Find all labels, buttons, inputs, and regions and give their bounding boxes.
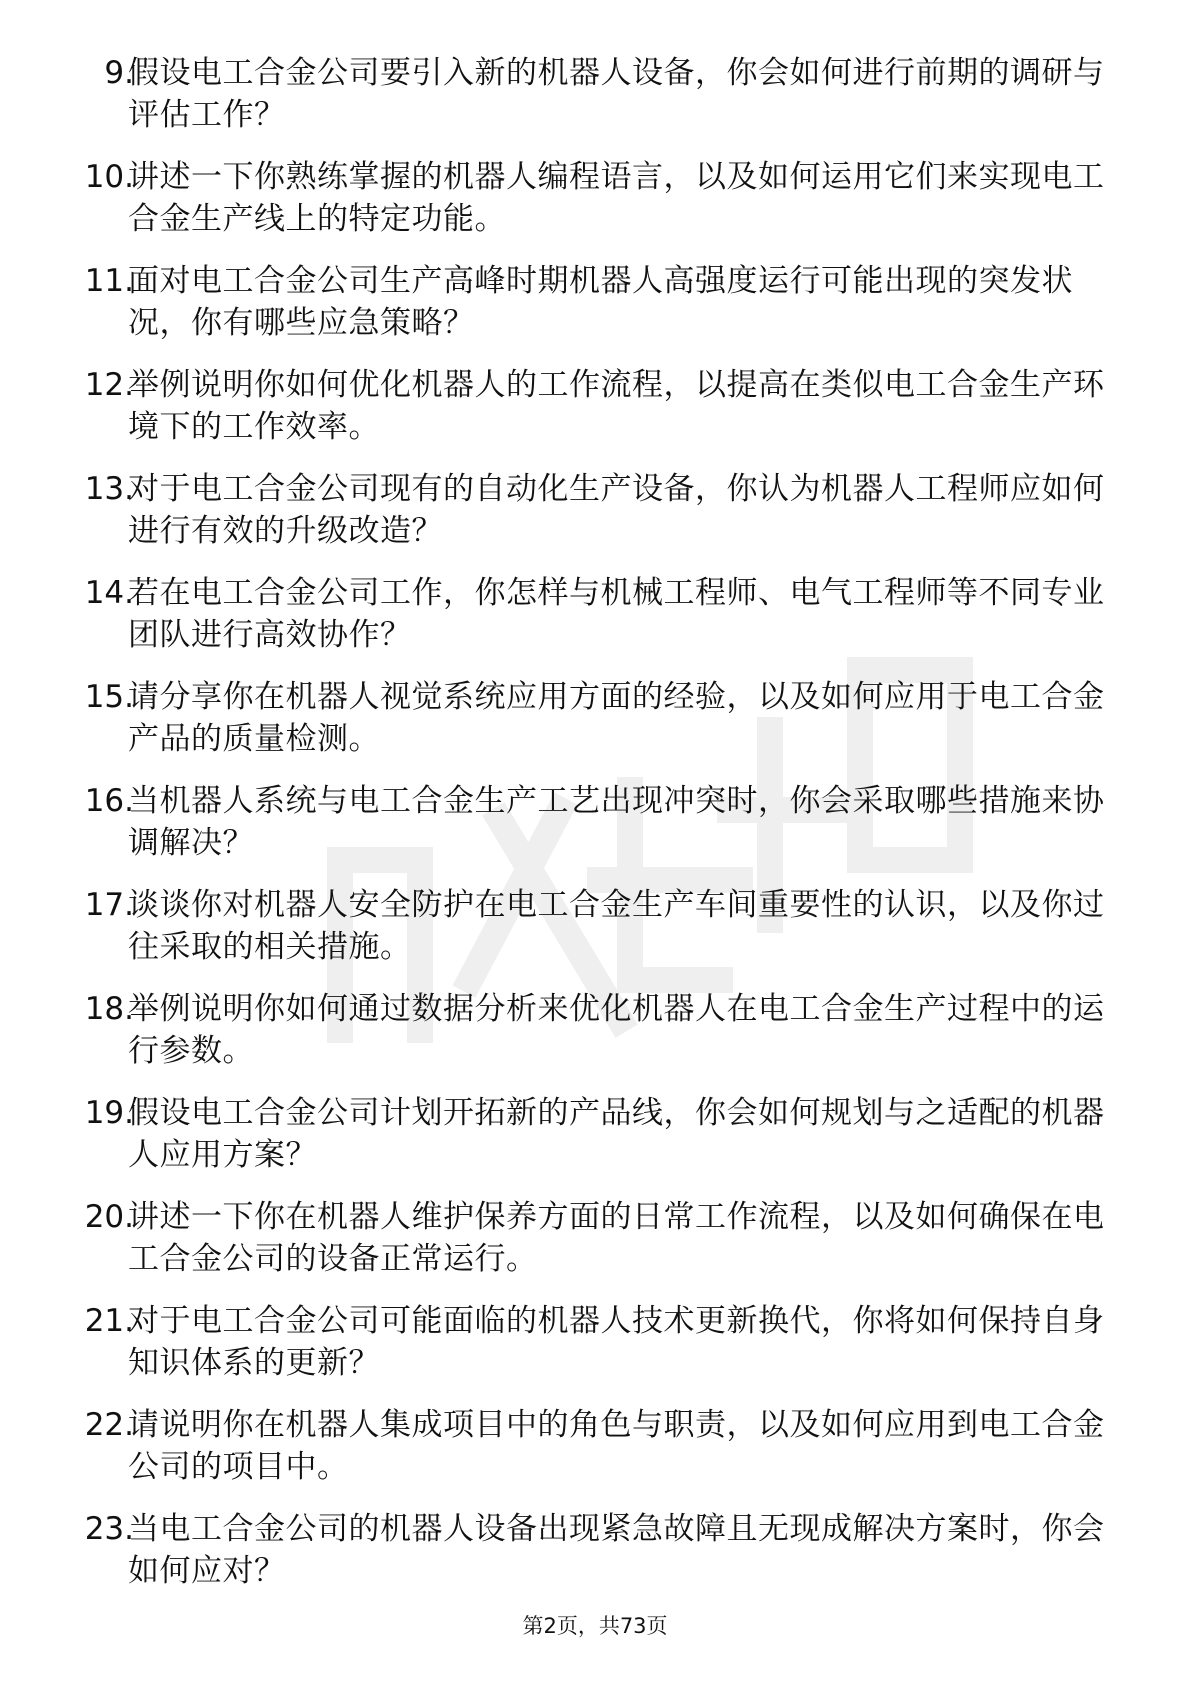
question-text: 对于电工合金公司可能面临的机器人技术更新换代，你将如何保持自身知识体系的更新？ (128, 1303, 1105, 1381)
question-item (0, 676, 1190, 780)
question-item (0, 1508, 1190, 1612)
question-number: 13. (84, 471, 134, 507)
question-item (0, 572, 1190, 676)
question-item (0, 468, 1190, 572)
question-text: 若在电工合金公司工作，你怎样与机械工程师、电气工程师等不同专业团队进行高效协作？ (128, 575, 1105, 653)
question-text: 讲述一下你熟练掌握的机器人编程语言，以及如何运用它们来实现电工合金生产线上的特定功能。 (128, 159, 1105, 237)
question-item (0, 52, 1190, 156)
question-item (0, 988, 1190, 1092)
question-number: 17. (84, 887, 134, 923)
question-item (0, 1092, 1190, 1196)
question-item (0, 884, 1190, 988)
question-text: 面对电工合金公司生产高峰时期机器人高强度运行可能出现的突发状况，你有哪些应急策略？ (128, 263, 1073, 341)
question-item (0, 1196, 1190, 1300)
question-number: 14. (84, 575, 134, 611)
question-number: 19. (84, 1095, 134, 1131)
question-number: 23. (84, 1511, 134, 1547)
question-text: 谈谈你对机器人安全防护在电工合金生产车间重要性的认识，以及你过往采取的相关措施。 (128, 887, 1105, 965)
question-number: 11. (84, 263, 134, 299)
question-list (0, 52, 1190, 1612)
question-text: 请分享你在机器人视觉系统应用方面的经验，以及如何应用于电工合金产品的质量检测。 (128, 679, 1105, 757)
question-item (0, 1300, 1190, 1404)
question-item (0, 364, 1190, 468)
question-text: 举例说明你如何优化机器人的工作流程，以提高在类似电工合金生产环境下的工作效率。 (128, 367, 1105, 445)
question-item (0, 156, 1190, 260)
question-text: 假设电工合金公司要引入新的机器人设备，你会如何进行前期的调研与评估工作？ (128, 55, 1105, 133)
question-number: 10. (84, 159, 134, 195)
question-text: 当电工合金公司的机器人设备出现紧急故障且无现成解决方案时，你会如何应对？ (128, 1511, 1105, 1589)
question-item (0, 260, 1190, 364)
question-number: 21. (84, 1303, 134, 1339)
question-text: 请说明你在机器人集成项目中的角色与职责，以及如何应用到电工合金公司的项目中。 (128, 1407, 1105, 1485)
question-item (0, 1404, 1190, 1508)
question-number: 18. (84, 991, 134, 1027)
question-number: 9. (104, 55, 134, 91)
page-footer: 第2页，共73页 (522, 1614, 668, 1638)
question-number: 16. (84, 783, 134, 819)
question-number: 22. (84, 1407, 134, 1443)
question-text: 对于电工合金公司现有的自动化生产设备，你认为机器人工程师应如何进行有效的升级改造？ (128, 471, 1105, 549)
question-number: 20. (84, 1199, 134, 1235)
question-item (0, 780, 1190, 884)
question-text: 讲述一下你在机器人维护保养方面的日常工作流程，以及如何确保在电工合金公司的设备正常运行。 (128, 1199, 1105, 1277)
question-text: 当机器人系统与电工合金生产工艺出现冲突时，你会采取哪些措施来协调解决？ (128, 783, 1105, 861)
question-number: 15. (84, 679, 134, 715)
question-text: 举例说明你如何通过数据分析来优化机器人在电工合金生产过程中的运行参数。 (128, 991, 1105, 1069)
question-number: 12. (84, 367, 134, 403)
question-text: 假设电工合金公司计划开拓新的产品线，你会如何规划与之适配的机器人应用方案？ (128, 1095, 1105, 1173)
